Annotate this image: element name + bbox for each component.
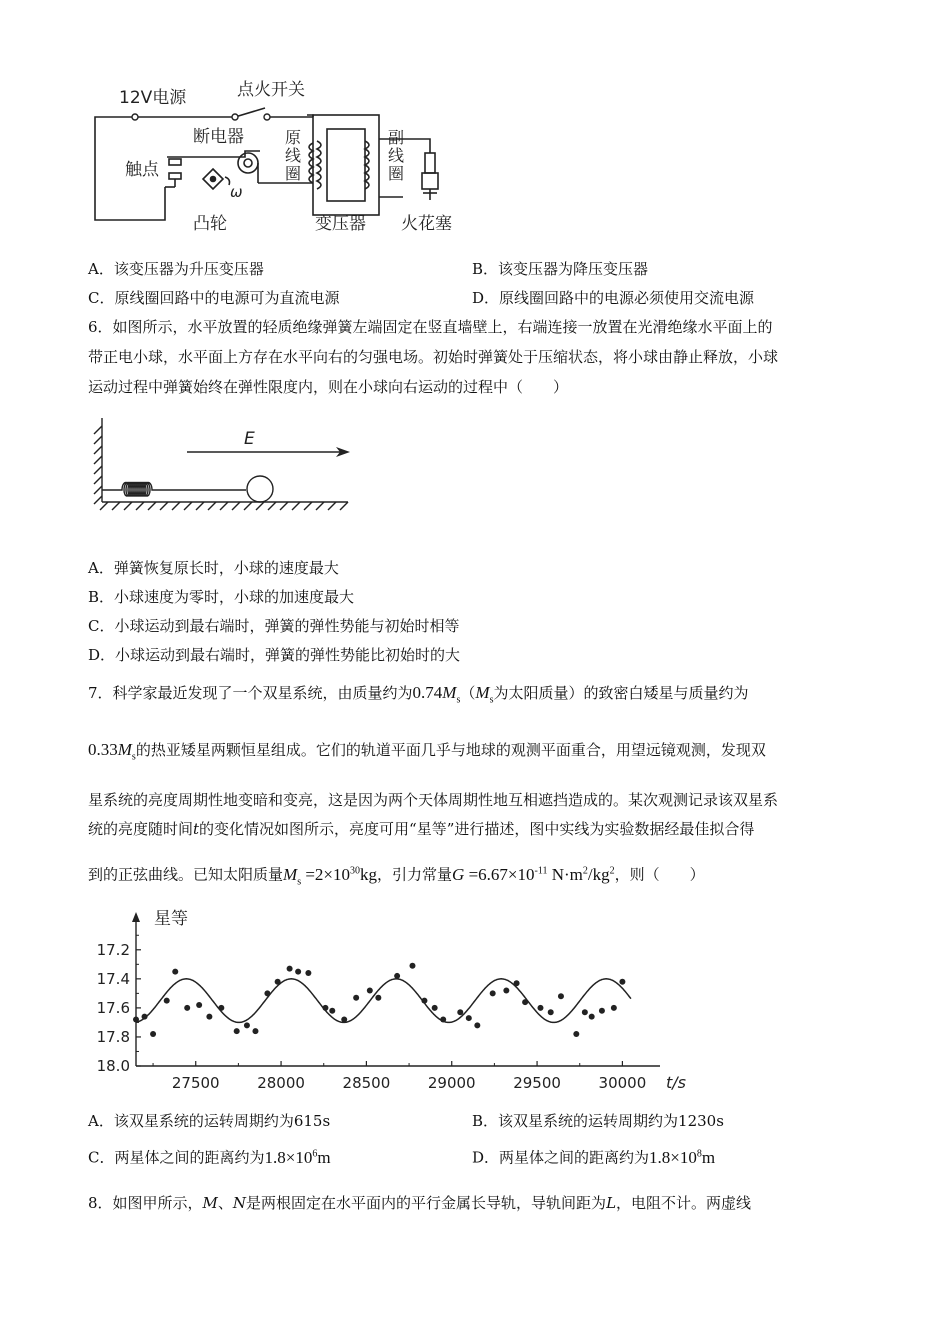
- q6-option-d: D．小球运动到最右端时，弹簧的弹性势能比初始时的大: [88, 646, 461, 664]
- q7-stem-line-2: $0.33M_s$的热亚矮星两颗恒星组成。它们的轨道平面几乎与地球的观测平面重合，用望远镜观测，发现双: [88, 740, 766, 763]
- q5-option-d: D．原线圈回路中的电源必须使用交流电源: [472, 289, 755, 307]
- data-point: [322, 1005, 328, 1011]
- q7-stem-line-1: 7．科学家最近发现了一个双星系统，由质量约为$0.74M_s(M_s$为太阳质量）的致密白矮星与质量约为: [88, 683, 749, 706]
- q6-stem-line-3: 运动过程中弹簧始终在弹性限度内，则在小球向右运动的过程中（ ）: [88, 378, 569, 396]
- q6-option-c: C．小球运动到最右端时，弹簧的弹性势能与初始时相等: [88, 617, 460, 635]
- data-point: [287, 966, 293, 972]
- x-tick-label: 28000: [257, 1074, 305, 1092]
- power-terminal-left: [132, 114, 138, 120]
- q7-option-c: C．两星体之间的距离约为$1.8\times 10^6m$: [88, 1147, 331, 1167]
- data-point: [503, 987, 509, 993]
- q7-stem-line-5: 到的正弦曲线。已知太阳质量$M_s =2\times 10^{30}kg$，引力常量$G =6.67\times 10^{-11}$ $N\cdot m^2/kg^2$，则（ ）: [88, 864, 705, 888]
- q5-option-b: B．该变压器为降压变压器: [472, 260, 649, 278]
- q7-option-d: D．两星体之间的距离约为$1.8\times 10^8m$: [472, 1147, 716, 1167]
- data-point: [172, 969, 178, 975]
- data-point: [409, 963, 415, 969]
- data-point: [558, 993, 564, 999]
- data-point: [466, 1015, 472, 1021]
- y-tick-label: 18.0: [96, 1057, 130, 1075]
- x-tick-label: 29000: [427, 1074, 476, 1092]
- q7-stem-line-4: 统的亮度随时间t的变化情况如图所示，亮度可用“星等”进行描述，图中实线为实验数据经最佳拟合得: [88, 820, 755, 838]
- data-point: [457, 1009, 463, 1015]
- power-terminal-right: [232, 114, 238, 120]
- data-point: [275, 979, 281, 985]
- secondary-label-2: 线: [388, 146, 405, 165]
- secondary-label-1: 副: [388, 128, 405, 147]
- primary-label-3: 圈: [285, 164, 302, 183]
- x-axis-label: t/s: [666, 1073, 686, 1092]
- data-point: [394, 973, 400, 979]
- y-tick-label: 17.4: [96, 969, 130, 988]
- data-point: [353, 995, 359, 1001]
- q5-option-a: A．该变压器为升压变压器: [88, 260, 264, 278]
- data-point: [218, 1005, 224, 1011]
- data-point: [619, 979, 625, 985]
- q7-option-b: B．该双星系统的运转周期约为1230s: [472, 1112, 724, 1130]
- data-point: [234, 1028, 240, 1034]
- data-point: [514, 980, 520, 986]
- q7-option-a: A．该双星系统的运转周期约为615s: [88, 1112, 331, 1130]
- charged-ball: [247, 476, 273, 502]
- q6-option-a: A．弹簧恢复原长时，小球的速度最大: [88, 559, 339, 577]
- secondary-label-3: 圈: [388, 164, 405, 183]
- switch-label: 点火开关: [237, 80, 305, 100]
- data-point: [573, 1031, 579, 1037]
- data-point: [252, 1028, 258, 1034]
- data-point: [196, 1002, 202, 1008]
- primary-label-2: 线: [285, 146, 302, 165]
- power-label: 12V电源: [119, 88, 187, 108]
- data-point: [474, 1022, 480, 1028]
- y-axis-arrowhead: [132, 912, 140, 922]
- data-point: [184, 1005, 190, 1011]
- data-point: [589, 1014, 595, 1020]
- x-tick-label: 29500: [513, 1074, 561, 1092]
- data-point: [375, 995, 381, 1001]
- y-tick-label: 17.8: [96, 1027, 130, 1046]
- data-point: [440, 1017, 446, 1023]
- q7-stem-line-3: 星系统的亮度周期性地变暗和变亮，这是因为两个天体周期性地互相遮挡造成的。某次观测记录该双星系: [88, 791, 779, 809]
- cam-label: 凸轮: [193, 214, 227, 234]
- data-point: [295, 969, 301, 975]
- x-tick-label: 27500: [171, 1074, 220, 1092]
- q6-stem-line-2: 带正电小球，水平面上方存在水平向右的匀强电场。初始时弹簧处于压缩状态，将小球由静止释放，小球: [88, 348, 779, 366]
- transformer-label: 变压器: [315, 214, 366, 234]
- data-point: [432, 1005, 438, 1011]
- omega-label: ω: [230, 183, 243, 201]
- spring-ball-figure: [92, 412, 352, 520]
- floor-hatching: [100, 502, 348, 510]
- q6-stem-line-1: 6．如图所示，水平放置的轻质绝缘弹簧左端固定在竖直墙壁上，右端连接一放置在光滑绝缘水平面上的: [88, 318, 773, 336]
- x-tick-label: 28500: [342, 1074, 391, 1092]
- ignition-circuit-figure: [85, 75, 475, 240]
- data-point: [490, 990, 496, 996]
- data-point: [421, 998, 427, 1004]
- data-point: [582, 1009, 588, 1015]
- data-point: [329, 1008, 335, 1014]
- x-tick-label: 30000: [598, 1074, 647, 1092]
- data-point: [206, 1014, 212, 1020]
- switch-terminal: [264, 114, 270, 120]
- y-tick-label: 17.2: [96, 940, 130, 959]
- data-point: [367, 987, 373, 993]
- data-point: [264, 990, 270, 996]
- data-point: [537, 1005, 543, 1011]
- data-point: [305, 970, 311, 976]
- primary-label-1: 原: [285, 128, 302, 147]
- field-label: E: [244, 429, 255, 449]
- y-axis-label: 星等: [154, 909, 188, 929]
- magnitude-chart: [88, 906, 700, 1098]
- data-point: [142, 1014, 148, 1020]
- spring: [102, 483, 246, 497]
- data-point: [548, 1009, 554, 1015]
- data-point: [341, 1017, 347, 1023]
- data-point: [164, 998, 170, 1004]
- data-point: [599, 1008, 605, 1014]
- y-tick-label: 17.6: [96, 998, 130, 1017]
- data-point: [522, 999, 528, 1005]
- data-point: [150, 1031, 156, 1037]
- contact-label: 触点: [125, 160, 159, 180]
- data-point: [611, 1005, 617, 1011]
- data-point: [244, 1022, 250, 1028]
- q6-option-b: B．小球速度为零时，小球的加速度最大: [88, 588, 355, 606]
- breaker-label: 断电器: [193, 127, 244, 147]
- data-point: [133, 1017, 139, 1023]
- spark-plug-label: 火花塞: [401, 214, 452, 234]
- wall-hatching: [94, 426, 102, 504]
- q5-option-c: C．原线圈回路中的电源可为直流电源: [88, 289, 340, 307]
- q8-stem-line-1: 8．如图甲所示，M、N是两根固定在水平面内的平行金属长导轨，导轨间距为L，电阻不计。两虚线: [88, 1194, 752, 1212]
